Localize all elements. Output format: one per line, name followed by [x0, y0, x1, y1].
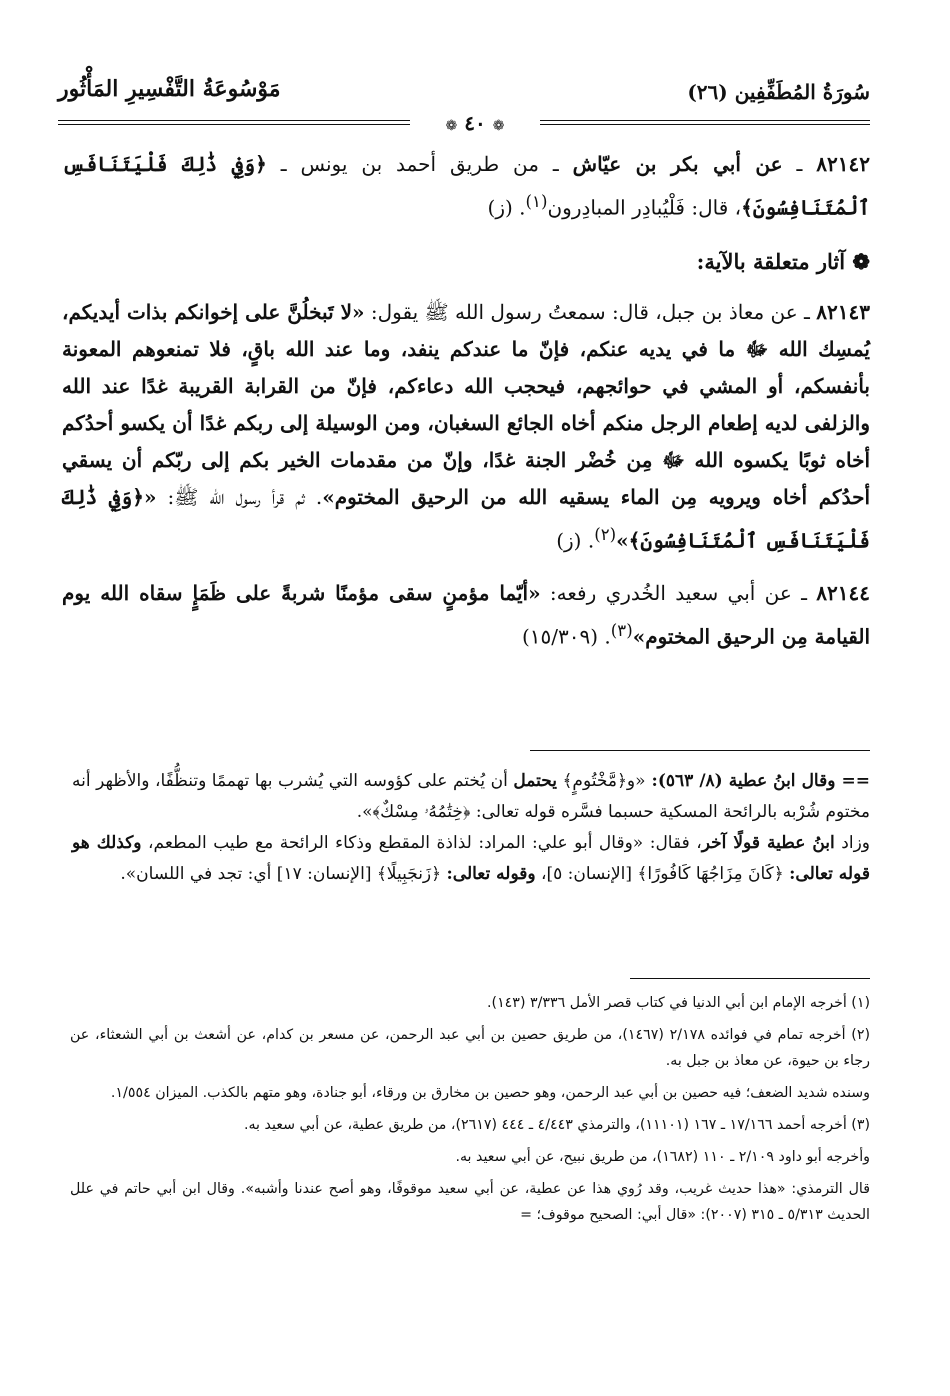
entry-segment: ، قال: فَلْيُبادِر المبادِرون — [547, 195, 742, 220]
footnote-ref: (٢) — [594, 524, 617, 544]
commentary-segment: وقال ابنُ عطية (٨/ ٥٦٣): — [645, 771, 836, 791]
entry-82143 — [62, 294, 870, 560]
entry-segment: . (١٥/٣٠٩) — [521, 624, 611, 649]
entry-82142 — [62, 146, 870, 227]
footnote-ref: (١) — [525, 192, 548, 211]
commentary-segment: يحتمل — [513, 771, 557, 791]
surah-title: سُورَةُ المُطَفِّفِين (٢٦) — [687, 80, 870, 104]
entry-segment: عن أبي بكر بن عيّاش — [572, 152, 783, 176]
entry-segment: ـ عن معاذ بن جبل، قال: سمعتُ رسول الله ﷺ يقول: — [364, 299, 817, 324]
commentary-segment: ﴿كَانَ مِزَاجُهَا كَافُورًا﴾ [الإنسان: ٥]، — [535, 864, 790, 884]
ornament-left-icon: ❁ — [445, 118, 458, 134]
footnote-separator — [630, 978, 870, 979]
ornament-right-icon: ❁ — [492, 118, 505, 134]
commentary-paragraph — [72, 828, 870, 890]
entry-segment: ـ عن أبي سعيد الخُدري رفعه: — [540, 581, 817, 606]
footnote: (٣) أخرجه أحمد ١٧/١٦٦ ـ ١٦٧ (١١١٠١)، والترمذي ٤/٤٤٣ ـ ٤٤٤ (٢٦١٧)، من طريق عطية، عن أبي سعيد به. — [243, 1117, 870, 1133]
commentary-segment: وزاد — [834, 833, 870, 853]
main-text — [62, 146, 870, 672]
entry-segment: ـ من طريق أحمد بن يونس ـ — [266, 152, 573, 176]
commentary-paragraph — [72, 766, 870, 828]
entry-number: ٨٢١٤٣ — [816, 299, 870, 324]
entry-segment: . (ز) — [487, 195, 526, 220]
entry-segment: ـ — [782, 152, 817, 176]
text-separator — [530, 750, 870, 751]
footnote: وسنده شديد الضعف؛ فيه حصين بن أبي عبد الرحمن، وهو حصين بن مخارق بن ورقاء، أبو جنادة، وهو متهم بالكذب. الميزان ١/٥٥٤. — [110, 1085, 870, 1101]
entry-82144 — [62, 575, 870, 656]
commentary-segment: ابنُ عطية قولًا آخر — [701, 833, 835, 853]
entry-number: ٨٢١٤٤ — [816, 581, 870, 606]
quran-verse: ﴿وَفِي ذَٰلِكَ فَلْيَتَنَافَسِ ٱلْمُتَنَافِسُونَ﴾ — [62, 152, 870, 220]
commentary-segment: وقوله تعالى: — [446, 864, 536, 884]
commentary-segment: ، فقال: «وقال أبو علي: المراد: لذاذة المقطع وذكاء الرائحة مع طيب المطعم، — [141, 833, 702, 853]
commentary-block — [72, 766, 870, 890]
book-title: مَوْسُوعَةُ التَّفْسِيرِ المَأْثُور — [58, 76, 281, 102]
hadith-text: «لا تَبخلُنَّ على إخوانكم بذات أيديكم، يُمسِك الله ﷻ ما في يديه عنكم، فإنّ ما عندكم ينفد، وما عند الله باقٍ، فلا تمنعوهم المعونة بأنفسكم، أو المشي في حوائجهم، فيحجب الله دعاءكم، فإنّ من القرابة القريبة غدًا عند الله والزلفى لديه إطعام الرجل منكم أخاه الجائع السغبان، ومن الوسيلة إلى ربكم غدًا أن يكسو أحدُكم أخاه ثوبًا يكسوه الله ﷻ مِن خُضْر الجنة غدًا، وإنّ من مقدمات الخير بكم إلى ربّكم أن يسقي أحدُكم أخاه ويرويه مِن الماء يسقيه الله من الرحيق المختوم» — [62, 299, 871, 509]
quran-verse: «﴿وَفِي ذَٰلِكَ فَلْيَتَنَافَسِ ٱلْمُتَنَافِسُونَ﴾» — [62, 484, 870, 553]
footnote-ref: (٣) — [610, 621, 633, 641]
entry-segment: . ثم قرأ رسول الله ﷺ: — [156, 484, 323, 509]
commentary-segment: ﴿زَنجَبِيلًا﴾ [الإنسان: ١٧] أي: تجد في اللسان». — [120, 864, 447, 884]
footnote: (٢) أخرجه تمام في فوائده ٢/١٧٨ (١٤٦٧)، من طريق حصين بن أبي عبد الرحمن، عن مسعر بن كدام، عن أشعث بن أبي الشعثاء، عن رجاء بن حيوة، عن معاذ بن جبل به. — [70, 1027, 871, 1069]
footnotes — [70, 990, 870, 1234]
page-number: ٤٠ — [464, 111, 486, 135]
section-heading: ❁ آثار متعلقة بالآية: — [696, 248, 870, 274]
continuation-mark: == — [835, 771, 870, 791]
page-number-box — [410, 110, 540, 136]
commentary-segment: أن يُختم على كؤوسه التي يُشرب بها تهممًا وتنظُّفًا، والأظهر أنه مختوم شُرْبه بالرائحة المسكية حسبما فسَّره قوله تعالى: ﴿خِتَٰمُهُۥ مِسْكٌ﴾». — [72, 771, 870, 822]
entry-segment: . (ز) — [556, 528, 595, 553]
footnote: (١) أخرجه الإمام ابن أبي الدنيا في كتاب قصر الأمل ٣/٣٣٦ (١٤٣). — [487, 995, 870, 1011]
entry-number: ٨٢١٤٢ — [816, 152, 870, 176]
commentary-segment: وكذلك هو قوله تعالى: — [72, 833, 870, 884]
footnote: وأخرجه أبو داود ٢/١٠٩ ـ ١١٠ (١٦٨٢)، من طريق نبيح، عن أبي سعيد به. — [455, 1149, 870, 1165]
footnote: قال الترمذي: «هذا حديث غريب، وقد رُوي هذا عن عطية، عن أبي سعيد موقوفًا، وهو أصح عندنا وأشبه». وقال ابن أبي حاتم في علل الحديث ٥/٣١٣ ـ ٣١٥ (٢٠٠٧): «قال أبي: الصحيح موقوف؛ = — [70, 1181, 870, 1223]
commentary-segment: «و﴿مَّخْتُومٍ﴾ — [556, 771, 646, 791]
hadith-text: «أيّما مؤمنٍ سقى مؤمنًا شربةً على ظَمَإٍ سقاه الله يوم القيامة مِن الرحيق المختوم» — [62, 581, 870, 649]
